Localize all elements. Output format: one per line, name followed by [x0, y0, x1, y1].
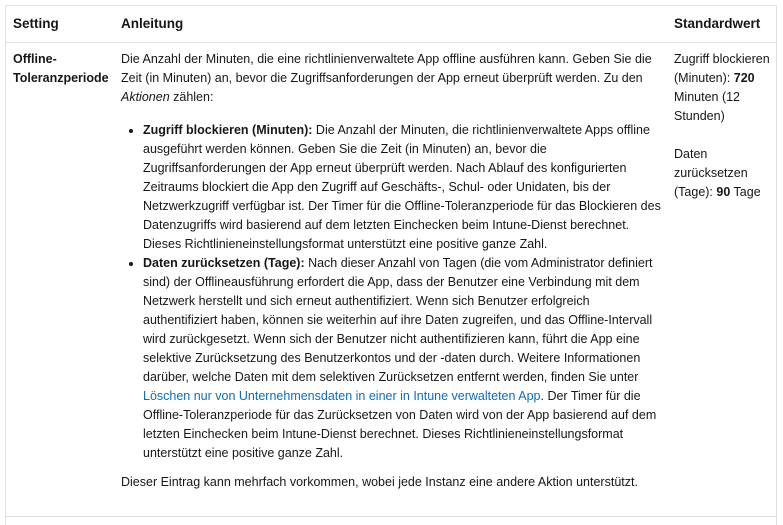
bullet1-text: Die Anzahl der Minuten, die richtlinienverwaltete Apps offline ausgeführt werden können. Geben Sie die Zeit (in Minuten) an, bevor die Zugriffsanforderungen der App erneut überprüft werden. Nach Ablauf des konfigurierten Zeitraums blockiert die App den Zugriff auf Geschäfts-, Schul- oder Unidaten, bis der Netzwerkzugriff verfügbar ist. Der Timer für die Offline-Toleranzperiode für das Blockieren des Datenzugriffs wird basierend auf dem letzten Einchecken beim Intune-Dienst berechnet. Dieses Richtlinieneinstellungsformat unterstützt eine positive ganze Zahl. — [143, 123, 661, 251]
table-header — [6, 6, 776, 43]
bullet1-title: Zugriff blockieren (Minuten): — [143, 123, 313, 137]
setting-name-line1: Offline- — [13, 52, 57, 66]
default-wipe-data — [674, 145, 774, 202]
header-setting: Setting — [13, 16, 59, 31]
default1-unit: Minuten (12 Stunden) — [674, 90, 741, 123]
setting-name — [13, 50, 113, 88]
header-anleitung: Anleitung — [121, 16, 184, 31]
default-block-access — [674, 50, 774, 126]
list-item — [143, 121, 661, 254]
intro-paragraph — [121, 50, 661, 107]
selective-wipe-link[interactable]: Löschen nur von Unternehmensdaten in einer in Intune verwalteten App — [143, 389, 541, 403]
list-item — [143, 254, 661, 463]
default2-value: 90 — [716, 185, 731, 199]
default2-label: Daten zurücksetzen (Tage): — [674, 147, 748, 199]
bullet2-text: Nach dieser Anzahl von Tagen (die vom Administrator definiert sind) der Offlineausführung erfordert die App, dass der Benutzer eine Verbindung mit dem Netzwerk herstellt und sich erneut authentifiziert. Wenn sich Benutzer erfolgreich authentifiziert haben, können sie weiterhin auf ihre Daten zugreifen, und das Offline-Intervall wird zurückgesetzt. Wenn sich der Benutzer nicht authentifizieren kann, führt die App eine selektive Zurücksetzung des Benutzerkontos und der -daten durch. Weitere Informationen darüber, welche Daten mit dem selektiven Zurücksetzen entfernt werden, finden Sie unter — [143, 256, 653, 384]
default1-value: 720 — [733, 71, 755, 85]
bullet2-text-end: . Der Timer für die Offline-Toleranzperiode für das Zurücksetzen von Daten wird von der App basierend auf dem letzten Einchecken beim Intune-Dienst berechnet. Dieses Richtlinieneinstellungsformat unterstützt eine positive ganze Zahl. — [143, 389, 657, 460]
intro-italic: Aktionen — [121, 90, 170, 104]
description — [121, 50, 661, 492]
intro-text-end: zählen: — [169, 90, 214, 104]
default-value — [674, 50, 774, 202]
intro-text: Die Anzahl der Minuten, die eine richtlinienverwaltete App offline ausführen kann. Geben Sie die Zeit (in Minuten) an, bevor die Zugriffsanforderungen der App erneut überprüft werden. Zu den — [121, 52, 652, 85]
header-standardwert: Standardwert — [674, 16, 761, 31]
settings-table — [5, 5, 777, 525]
bullet2-title: Daten zurücksetzen (Tage): — [143, 256, 305, 270]
row-divider — [6, 516, 776, 517]
default2-unit: Tage — [730, 185, 761, 199]
setting-name-line2: Toleranzperiode — [13, 71, 109, 85]
default1-label: Zugriff blockieren (Minuten): — [674, 52, 770, 85]
actions-list — [121, 121, 661, 463]
trailer-paragraph: Dieser Eintrag kann mehrfach vorkommen, wobei jede Instanz eine andere Aktion unterstützt. — [121, 475, 638, 489]
